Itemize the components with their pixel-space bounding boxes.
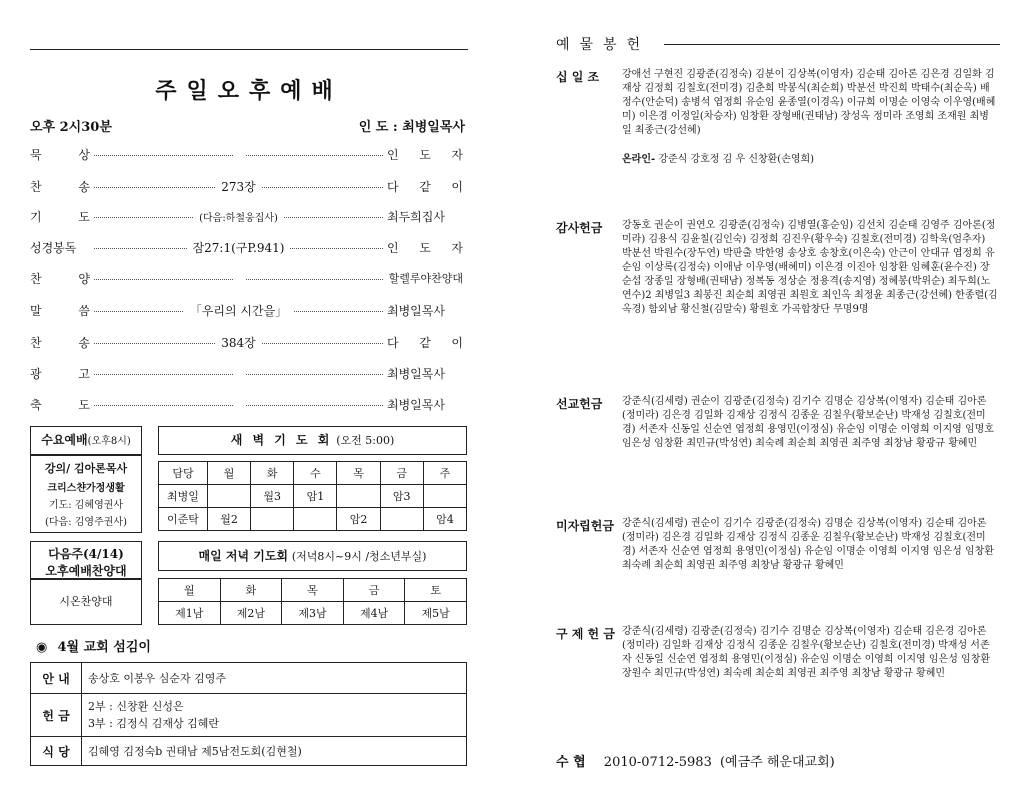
- wednesday-header: [30, 426, 142, 455]
- relief-label: 구 제 헌 금: [556, 627, 615, 641]
- volunteers-table: [30, 662, 467, 766]
- mission-names: 강준식(김세령) 권순이 김광준(김정숙) 김기수 김명순 김상복(이영자) 김순태 김아론(정미라) 김은경 김일화 김재상 김정식 김종운 김칠우(황보순난) 박재성 김칠호(전미경) 서존자 신동일 신순연 엽정희 용영민(이정심) 유순임 이명순 이영희 이지영 임명호 임은성 임창환 최민규(박성연) 최숙례 최순희 최영권 최주영 최창남 황광규 황혜민: [622, 396, 994, 449]
- table-cell: 토: [405, 579, 467, 602]
- tithe-label: 십 일 조: [556, 70, 600, 84]
- order-person: 최병일목사: [387, 398, 445, 412]
- table-row: [159, 602, 467, 625]
- order-label: 광 고: [30, 367, 90, 381]
- table-cell: 화: [220, 579, 282, 602]
- evening-prayer-title: 매일 저녁 기도회: [198, 549, 289, 563]
- order-row: [30, 178, 463, 198]
- support-names: 강준식(김세령) 권순이 김기수 김광준(김정숙) 김명순 김상복(이영자) 김순태 김아론(정미라) 김은경 김일화 김재상 김정식 김종운 김칠우(황보순난) 박재성 김칠호(전미경) 서존자 신순연 엽정희 용영민(이정심) 유순임 이명순 이영희 이지영 임은성 임창환 최숙례 최순희 최영권 최주영 최창남 황광규 황혜민: [622, 518, 994, 571]
- order-label: 축 도: [30, 398, 90, 412]
- order-person: 할렐루야찬양대: [388, 272, 463, 285]
- table-cell: 식 당: [31, 737, 82, 766]
- page-title: 주일오후예배: [155, 78, 343, 104]
- table-cell: 월: [208, 462, 251, 485]
- order-row: [30, 146, 463, 166]
- table-row: [159, 485, 467, 508]
- evening-prayer-table: [158, 578, 467, 625]
- order-label: 찬 양: [30, 272, 90, 286]
- relief-names: 강준식(김세령) 김광준(김정숙) 김기수 김명순 김상복(이영자) 김순태 김은경 김아론(정미라) 김일화 김재상 김정식 김종운 김칠우(황보순난) 김칠호(전미경) 박재성 서존자 신동일 신순연 엽정희 용영민(이정심) 유순임 이명순 이영희 이지영 임은성 임창환 장원수 최민규(박성연) 최숙례 최순희 최영권 최주영 최창남 황광규 황혜민: [622, 626, 991, 679]
- mission-label: 선교헌금: [556, 397, 603, 411]
- choir-header: [30, 541, 142, 579]
- table-row: [31, 663, 467, 694]
- order-detail: 273장: [215, 180, 262, 194]
- table-cell: [380, 508, 423, 531]
- wednesday-topic: 크리스챤가정생활: [47, 483, 125, 494]
- service-leader: 인 도 : 최병일목사: [358, 120, 465, 135]
- order-row: [30, 334, 463, 354]
- table-cell: 이준탁: [159, 508, 208, 531]
- table-cell: 암1: [294, 485, 337, 508]
- order-detail: (다음:하철웅집사): [193, 213, 284, 224]
- table-cell: 금: [380, 462, 423, 485]
- dawn-prayer-time: (오전 5:00): [336, 434, 395, 447]
- order-label: 찬 송: [30, 180, 90, 194]
- bullet-icon: ◉: [36, 640, 48, 655]
- table-row: [159, 508, 467, 531]
- order-detail: [233, 365, 245, 379]
- table-cell: 월2: [208, 508, 251, 531]
- table-cell: 수: [294, 462, 337, 485]
- choir-subtitle: 오후예배찬양대: [45, 564, 127, 578]
- choir-name: 시온찬양대: [59, 595, 113, 608]
- online-names: 강준식 강호정 김 우 신창환(손영희): [658, 154, 815, 165]
- evening-prayer-time: (저녁8시~9시 /청소년부실): [291, 550, 427, 563]
- order-label: 말 씀: [30, 304, 90, 318]
- order-person: 최두희집사: [387, 210, 445, 224]
- order-row: [30, 270, 463, 290]
- table-header-row: [159, 579, 467, 602]
- table-cell: 제3남: [282, 602, 344, 625]
- top-divider: [30, 49, 468, 50]
- order-label: 찬 송: [30, 336, 90, 350]
- table-cell: 송상호 이봉우 심순자 김영주: [82, 663, 467, 694]
- order-person: 인 도 자: [387, 241, 463, 255]
- table-cell: 담당: [159, 462, 208, 485]
- table-cell: 암4: [423, 508, 466, 531]
- order-person: 최병일목사: [387, 367, 445, 381]
- table-cell: 화: [251, 462, 294, 485]
- order-row: [30, 365, 463, 385]
- table-cell: 주: [423, 462, 466, 485]
- order-person: 다 같 이: [387, 336, 463, 350]
- table-cell: [208, 485, 251, 508]
- thanks-label: 감사헌금: [556, 221, 603, 235]
- order-row: [30, 302, 463, 322]
- table-row: [31, 737, 467, 766]
- offering-heading: 예물봉헌: [556, 37, 651, 53]
- wednesday-time: (오후8시): [87, 436, 131, 447]
- choir-date: 다음주(4/14): [48, 547, 124, 561]
- table-cell: 제2남: [220, 602, 282, 625]
- support-label: 미자립헌금: [556, 519, 614, 533]
- table-row: [31, 694, 467, 737]
- order-detail: 잠27:1(구P.941): [187, 241, 291, 255]
- table-cell: [251, 508, 294, 531]
- table-cell: [82, 694, 467, 737]
- order-row: [30, 396, 463, 416]
- thanks-names: 강동호 권순이 권연오 김광준(김정숙) 김병열(홍순임) 김선치 김순태 김영주 김아론(정미라) 김용식 김윤칠(김인숙) 김정희 김진우(황우숙) 김칠호(전미경) 김학욱(엄추자) 박분선 박원수(장두연) 박판출 박한영 송상호 송창호(이은숙) 안근이 안대규 엽정희 유순임 이상록(김정숙) 이애남 이우영(배혜미) 이은경 이진아 임창환 임혜훈(윤수진) 장순섭 장종일 장형배(권태남) 정복동 정상순 정용격(송지영) 정혜봉(박위순) 최두희(노연수)2 최병일3 최봉진 최순희 최영권 최원호 최인옥 최정윤 최종근(강선혜) 한종렬(김옥경) 함외남 황신철(김말숙) 황원호 가곡합창단 무명9명: [622, 220, 998, 315]
- bank-name: 수 협: [556, 755, 586, 770]
- bank-account: [556, 751, 835, 770]
- table-cell: 최병일: [159, 485, 208, 508]
- evening-prayer-header: [158, 541, 467, 571]
- table-cell: 김혜영 김정숙b 권태남 제5남전도회(김현철): [82, 737, 467, 766]
- order-label: 묵 상: [30, 148, 90, 162]
- table-cell: 목: [282, 579, 344, 602]
- account-number: 2010-0712-5983: [603, 755, 712, 770]
- account-holder: (예금주 해운대교회): [719, 755, 835, 770]
- dawn-prayer-header: [158, 426, 467, 455]
- wednesday-lecturer: 강의/ 김아론목사: [44, 462, 128, 475]
- table-cell: 목: [337, 462, 380, 485]
- wednesday-prayer: 기도: 김혜영권사: [48, 500, 124, 511]
- heading-divider: [664, 44, 1000, 45]
- order-row: [30, 239, 463, 259]
- choir-name-box: [30, 579, 142, 625]
- order-detail: [233, 270, 245, 284]
- table-cell: [337, 485, 380, 508]
- order-detail: 384장: [215, 336, 262, 350]
- table-cell: [294, 508, 337, 531]
- volunteers-heading: [36, 636, 151, 655]
- table-cell: 암2: [337, 508, 380, 531]
- order-detail: [233, 396, 245, 410]
- service-time: 오후 2시30분: [30, 120, 112, 135]
- table-cell: 제1남: [159, 602, 221, 625]
- order-person: 최병일목사: [387, 304, 445, 318]
- wednesday-title: 수요예배: [41, 433, 88, 447]
- table-cell: 안 내: [31, 663, 82, 694]
- sermon-title: 「우리의 시간을」: [184, 304, 293, 318]
- tithe-names: 강애선 구현진 김광준(김정숙) 김분이 김상복(이영자) 김순태 김아론 김은경 김일화 김재상 김정희 김칠호(전미경) 김춘희 박봉식(최순희) 박분선 박진희 박태수(최순옥) 배정수(안순덕) 송병석 엽정희 유순임 윤종열(이경옥) 이규희 이명순 이영숙 이우영(배혜미) 이은경 이정일(차승자) 임창환 장형배(권태남) 장성옥 정미라 조영희 조재원 최병일 최종근(강선혜): [622, 69, 996, 136]
- order-label: 기 도: [30, 210, 90, 224]
- dawn-prayer-title: 새 벽 기 도 회: [230, 433, 333, 447]
- order-detail: [233, 146, 245, 160]
- table-header-row: [159, 462, 467, 485]
- order-person: 다 같 이: [387, 180, 463, 194]
- wednesday-next-prayer: (다음: 김영주권사): [45, 517, 127, 528]
- offering-line: 3부 : 김정식 김재상 김혜란: [88, 717, 219, 730]
- online-label: 온라인-: [622, 154, 656, 165]
- order-row: [30, 208, 463, 228]
- dawn-prayer-table: [158, 461, 467, 531]
- table-cell: 암3: [380, 485, 423, 508]
- table-cell: 제4남: [343, 602, 405, 625]
- table-cell: 헌 금: [31, 694, 82, 737]
- offering-line: 2부 : 신창환 신성은: [88, 700, 184, 713]
- table-cell: 금: [343, 579, 405, 602]
- volunteers-title: 4월 교회 섬김이: [57, 640, 151, 655]
- order-label: 성경봉독: [30, 241, 77, 255]
- wednesday-details: [30, 455, 142, 533]
- table-cell: 제5남: [405, 602, 467, 625]
- online-offering: [622, 150, 814, 165]
- order-person: 인 도 자: [387, 148, 463, 162]
- table-cell: [423, 485, 466, 508]
- table-cell: 월3: [251, 485, 294, 508]
- table-cell: 월: [159, 579, 221, 602]
